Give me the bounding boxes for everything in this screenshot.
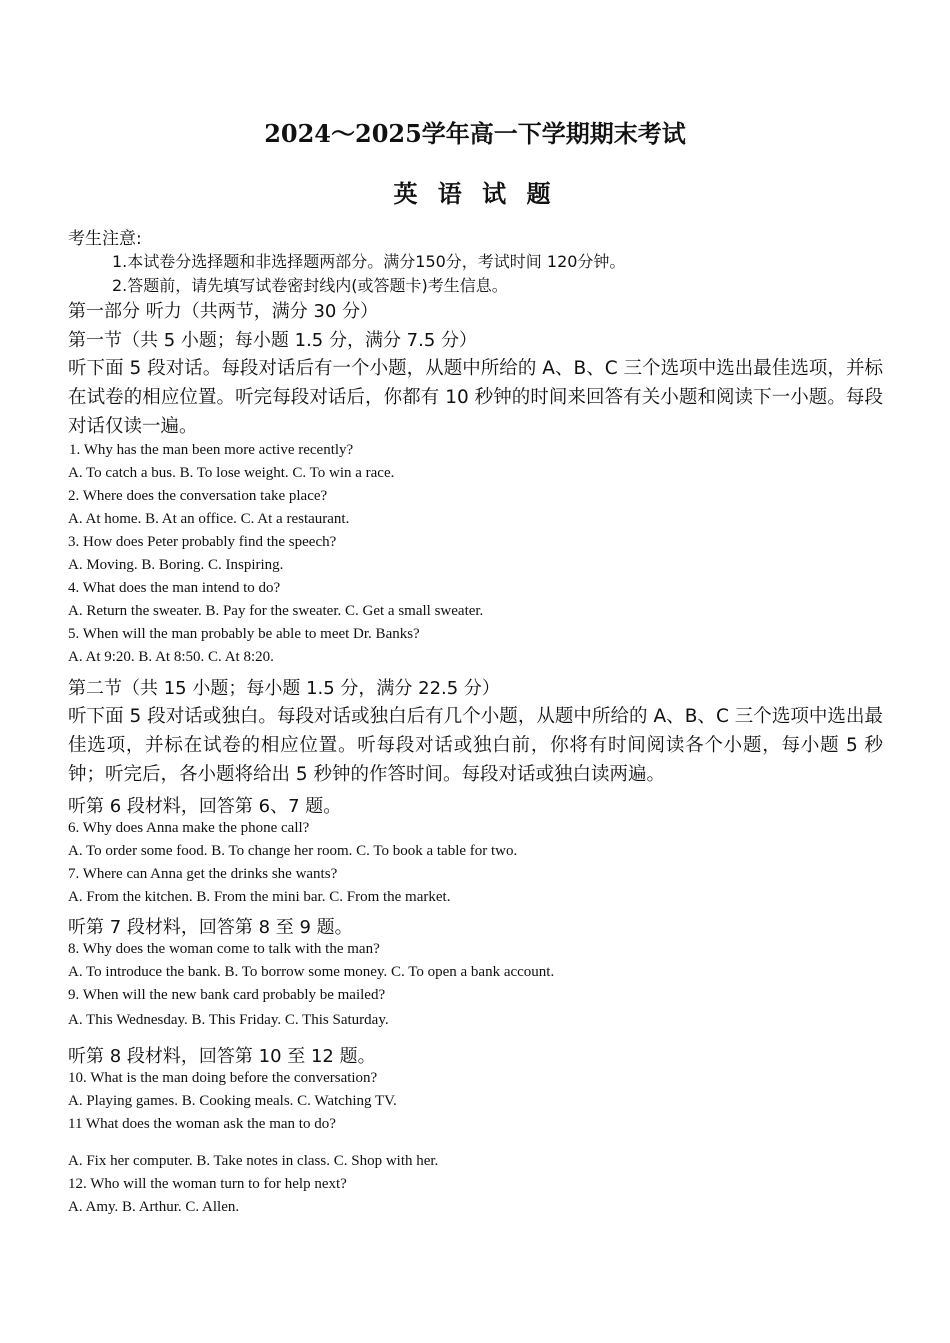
section1-heading: 第一节（共 5 小题；每小题 1.5 分，满分 7.5 分） [68, 330, 478, 351]
question-10: 10. What is the man doing before the conversation? [68, 1070, 378, 1086]
question-2: 2. Where does the conversation take place? [68, 488, 328, 504]
question-9-options: A. This Wednesday. B. This Friday. C. This Saturday. [68, 1012, 389, 1028]
part1-heading: 第一部分 听力（共两节，满分 30 分） [68, 301, 379, 322]
question-4-options: A. Return the sweater. B. Pay for the sweater. C. Get a small sweater. [68, 603, 484, 619]
exam-title: 2024～2025学年高一下学期期末考试 [264, 119, 686, 148]
question-6: 6. Why does Anna make the phone call? [68, 820, 310, 836]
question-2-options: A. At home. B. At an office. C. At a restaurant. [68, 511, 350, 527]
question-6-options: A. To order some food. B. To change her room. C. To book a table for two. [68, 843, 518, 859]
question-12: 12. Who will the woman turn to for help next? [68, 1176, 347, 1192]
question-12-options: A. Amy. B. Arthur. C. Allen. [68, 1199, 240, 1215]
question-4: 4. What does the man intend to do? [68, 580, 281, 596]
notice-item-1: 1.本试卷分选择题和非选择题两部分。满分150分，考试时间 120分钟。 [112, 252, 626, 271]
question-3-options: A. Moving. B. Boring. C. Inspiring. [68, 557, 284, 573]
question-11-options: A. Fix her computer. B. Take notes in class. C. Shop with her. [68, 1153, 439, 1169]
question-5-options: A. At 9:20. B. At 8:50. C. At 8:20. [68, 649, 274, 665]
question-1-options: A. To catch a bus. B. To lose weight. C. To win a race. [68, 465, 395, 481]
question-11: 11 What does the woman ask the man to do? [68, 1116, 336, 1132]
notice-heading: 考生注意: [68, 229, 142, 249]
question-9: 9. When will the new bank card probably be mailed? [68, 987, 386, 1003]
section2-instructions: 听下面 5 段对话或独白。每段对话或独白后有几个小题，从题中所给的 A、B、C 三个选项中选出最佳选项，并标在试卷的相应位置。听每段对话或独白前，你将有时间阅读各个小题，每小题 5 秒钟；听完后，各小题将给出 5 秒钟的作答时间。每段对话或独白读两遍。 [68, 706, 883, 785]
question-8: 8. Why does the woman come to talk with the man? [68, 941, 380, 957]
material-7-heading: 听第 7 段材料，回答第 8 至 9 题。 [68, 917, 353, 938]
question-7: 7. Where can Anna get the drinks she wants? [68, 866, 338, 882]
subject-title: 英 语 试 题 [393, 179, 557, 208]
section1-instructions: 听下面 5 段对话。每段对话后有一个小题，从题中所给的 A、B、C 三个选项中选出最佳选项，并标在试卷的相应位置。听完每段对话后，你都有 10 秒钟的时间来回答有关小题和阅读下一小题。每段对话仅读一遍。 [68, 358, 883, 437]
material-8-heading: 听第 8 段材料，回答第 10 至 12 题。 [68, 1046, 376, 1067]
question-1: 1. Why has the man been more active recently? [69, 442, 354, 458]
question-7-options: A. From the kitchen. B. From the mini bar. C. From the market. [68, 889, 451, 905]
material-6-heading: 听第 6 段材料，回答第 6、7 题。 [68, 796, 342, 817]
question-10-options: A. Playing games. B. Cooking meals. C. Watching TV. [68, 1093, 397, 1109]
question-8-options: A. To introduce the bank. B. To borrow some money. C. To open a bank account. [68, 964, 555, 980]
notice-item-2: 2.答题前，请先填写试卷密封线内(或答题卡)考生信息。 [112, 276, 508, 295]
question-5: 5. When will the man probably be able to meet Dr. Banks? [68, 626, 420, 642]
question-3: 3. How does Peter probably find the speech? [68, 534, 337, 550]
section2-heading: 第二节（共 15 小题；每小题 1.5 分，满分 22.5 分） [68, 678, 500, 699]
